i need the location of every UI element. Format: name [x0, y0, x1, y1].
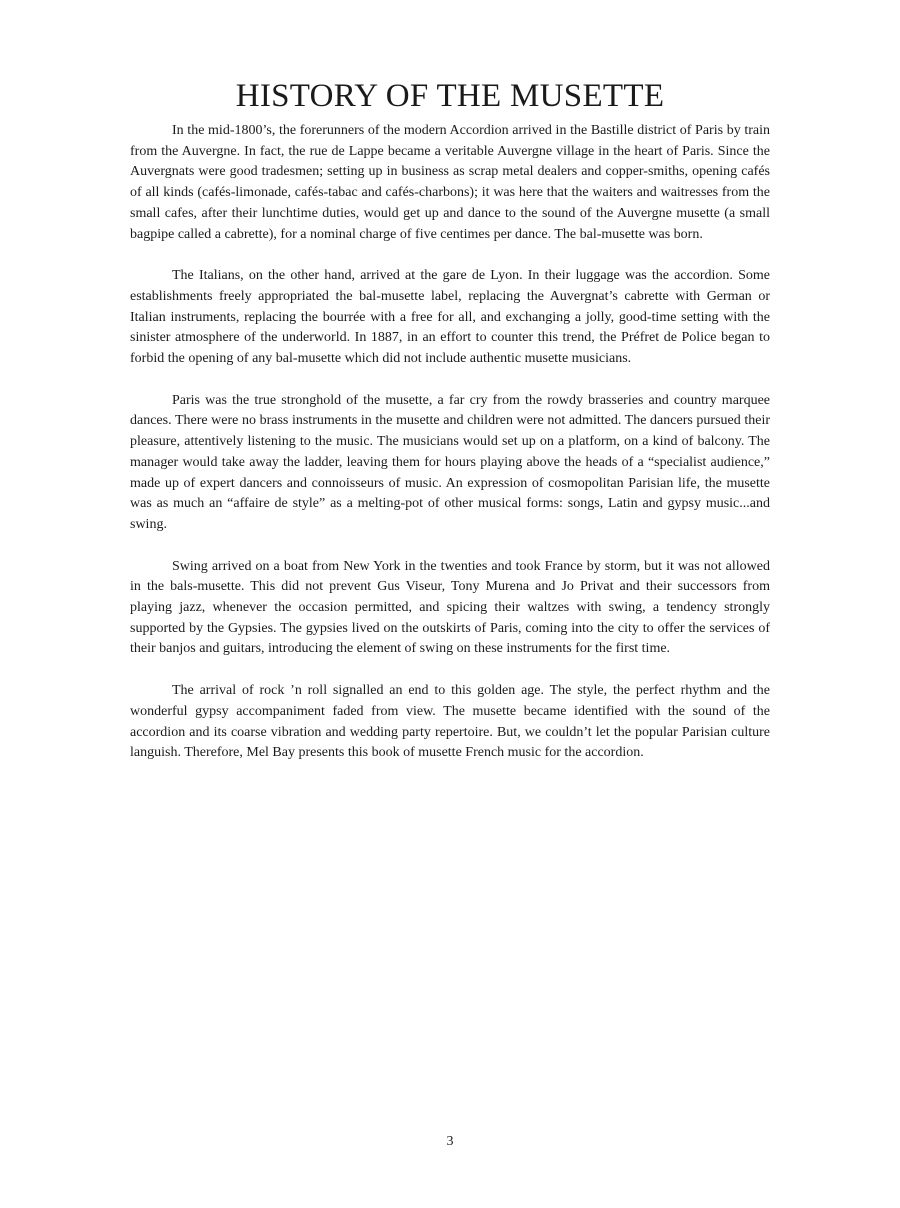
paragraph-3: Paris was the true stronghold of the musette, a far cry from the rowdy brasseries and country marquee dances. There were no brass instruments in the musette and children were not admitted. The dancers pursued their pleasure, attentively listening to the music. The musicians would set up on a platform, on a kind of balcony. The manager would take away the ladder, leaving them for hours playing above the heads of a “specialist audience,” made up of expert dancers and connoisseurs of music. An expression of cosmopolitan Parisian life, the musette was as much an “affaire de style” as a melting-pot of other musical forms: songs, Latin and gypsy music...and swing.: [130, 392, 770, 532]
paragraph-4: Swing arrived on a boat from New York in the twenties and took France by storm, but it was not allowed in the bals-musette. This did not prevent Gus Viseur, Tony Murena and Jo Privat and their successors from playing jazz, whenever the occasion permitted, and spicing their waltzes with swing, a tendency strongly supported by the Gypsies. The gypsies lived on the outskirts of Paris, coming into the city to offer the services of their banjos and guitars, introducing the element of swing on these instruments for the first time.: [130, 558, 770, 657]
article-body: [130, 121, 770, 785]
paragraph-5: The arrival of rock ’n roll signalled an end to this golden age. The style, the perfect rhythm and the wonderful gypsy accompaniment faded from view. The musette became identified with the sound of the accordion and its coarse vibration and wedding party repertoire. But, we couldn’t let the popular Parisian culture languish. Therefore, Mel Bay presents this book of musette French music for the accordion.: [130, 683, 770, 761]
paragraph-2: The Italians, on the other hand, arrived at the gare de Lyon. In their luggage was the accordion. Some establishments freely appropriated the bal-musette label, replacing the Auvergnat’s cabrette with German or Italian instruments, replacing the bourrée with a free for all, and exchanging a jolly, good-time setting with the sinister atmosphere of the underworld. In 1887, in an effort to counter this trend, the Préfret de Police began to forbid the opening of any bal-musette which did not include authentic musette musicians.: [130, 268, 770, 367]
page-title: HISTORY OF THE MUSETTE: [235, 78, 665, 114]
page-number: 3: [446, 1134, 454, 1149]
paragraph-1: In the mid-1800’s, the forerunners of the modern Accordion arrived in the Bastille district of Paris by train from the Auvergne. In fact, the rue de Lappe became a veritable Auvergne village in the heart of Paris. Since the Auvergnats were good tradesmen; setting up in business as scrap metal dealers and copper-smiths, opening cafés of all kinds (cafés-limonade, cafés-tabac and cafés-charbons); it was here that the waiters and waitresses from the small cafes, after their lunchtime duties, would get up and dance to the sound of the Auvergne musette (a small bagpipe called a cabrette), for a nominal charge of five centimes per dance. The bal-musette was born.: [130, 123, 770, 242]
